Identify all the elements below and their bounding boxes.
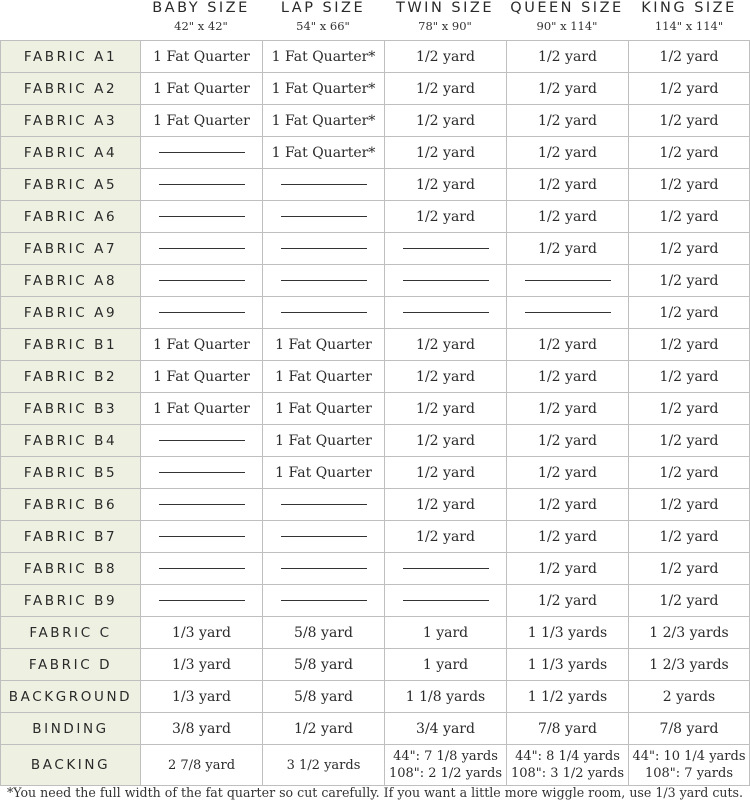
not-needed-dash bbox=[159, 504, 245, 505]
not-needed-dash bbox=[281, 536, 367, 537]
table-cell: 1 Fat Quarter* bbox=[263, 73, 385, 105]
table-cell bbox=[507, 745, 629, 786]
table-cell: 1 Fat Quarter bbox=[141, 393, 263, 425]
column-header-name: LAP SIZE bbox=[280, 0, 366, 16]
cell-line: 3 1/2 yards bbox=[286, 757, 361, 773]
table-cell-empty bbox=[141, 297, 263, 329]
table-cell-empty bbox=[507, 265, 629, 297]
table-cell: 5/8 yard bbox=[263, 681, 385, 713]
table-cell: 7/8 yard bbox=[507, 713, 629, 745]
table-cell-empty bbox=[141, 201, 263, 233]
table-cell-empty bbox=[263, 489, 385, 521]
table-row bbox=[1, 585, 750, 617]
table-cell: 1 Fat Quarter bbox=[141, 329, 263, 361]
table-cell: 1/2 yard bbox=[385, 361, 507, 393]
table-cell: 3/4 yard bbox=[385, 713, 507, 745]
table-cell: 1 Fat Quarter bbox=[263, 425, 385, 457]
table-cell: 1/2 yard bbox=[385, 73, 507, 105]
not-needed-dash bbox=[159, 472, 245, 473]
table-cell-empty bbox=[263, 233, 385, 265]
table-cell: 5/8 yard bbox=[263, 649, 385, 681]
not-needed-dash bbox=[159, 184, 245, 185]
not-needed-dash bbox=[281, 184, 367, 185]
table-row bbox=[1, 425, 750, 457]
table-row bbox=[1, 265, 750, 297]
row-label: FABRIC B3 bbox=[1, 393, 141, 425]
not-needed-dash bbox=[281, 248, 367, 249]
table-cell-empty bbox=[263, 585, 385, 617]
table-row bbox=[1, 393, 750, 425]
table-cell bbox=[629, 745, 750, 786]
table-cell: 1/2 yard bbox=[385, 137, 507, 169]
table-cell-empty bbox=[263, 521, 385, 553]
column-header-dimensions: 90" x 114" bbox=[536, 19, 598, 33]
row-label: FABRIC D bbox=[1, 649, 141, 681]
table-cell: 1 1/3 yards bbox=[507, 649, 629, 681]
table-row-backing bbox=[1, 745, 750, 786]
row-label: FABRIC B6 bbox=[1, 489, 141, 521]
table-row bbox=[1, 617, 750, 649]
table-cell: 1/2 yard bbox=[629, 169, 750, 201]
table-cell: 1/2 yard bbox=[507, 553, 629, 585]
table-cell: 1/2 yard bbox=[385, 393, 507, 425]
table-cell-empty bbox=[263, 553, 385, 585]
table-row bbox=[1, 73, 750, 105]
table-row bbox=[1, 457, 750, 489]
table-cell: 1/3 yard bbox=[141, 649, 263, 681]
table-cell: 1/2 yard bbox=[385, 201, 507, 233]
table-cell: 1/2 yard bbox=[385, 169, 507, 201]
table-cell bbox=[385, 745, 507, 786]
table-cell-empty bbox=[141, 265, 263, 297]
table-cell: 1/2 yard bbox=[507, 41, 629, 73]
column-header-name: BABY SIZE bbox=[152, 0, 250, 16]
row-label: FABRIC A8 bbox=[1, 265, 141, 297]
row-label: FABRIC A4 bbox=[1, 137, 141, 169]
column-header-dimensions: 114" x 114" bbox=[654, 19, 724, 33]
table-cell-empty bbox=[141, 521, 263, 553]
row-label: FABRIC C bbox=[1, 617, 141, 649]
not-needed-dash bbox=[281, 568, 367, 569]
column-header-baby bbox=[140, 0, 262, 36]
row-label: BINDING bbox=[1, 713, 141, 745]
cell-line: 44": 10 1/4 yards bbox=[632, 749, 746, 764]
not-needed-dash bbox=[159, 312, 245, 313]
table-cell: 1/2 yard bbox=[629, 105, 750, 137]
table-cell: 1/2 yard bbox=[507, 521, 629, 553]
table-cell: 1/3 yard bbox=[141, 681, 263, 713]
not-needed-dash bbox=[281, 600, 367, 601]
table-cell: 1/2 yard bbox=[507, 457, 629, 489]
table-cell: 1/2 yard bbox=[385, 105, 507, 137]
cell-line: 108": 2 1/2 yards bbox=[388, 766, 503, 781]
table-cell: 1/2 yard bbox=[629, 585, 750, 617]
not-needed-dash bbox=[281, 216, 367, 217]
table-cell-empty bbox=[385, 553, 507, 585]
table-cell: 1/2 yard bbox=[629, 457, 750, 489]
table-cell: 1/2 yard bbox=[629, 137, 750, 169]
table-cell: 1 Fat Quarter* bbox=[263, 105, 385, 137]
table-row bbox=[1, 233, 750, 265]
table-cell: 1/2 yard bbox=[263, 713, 385, 745]
table-cell-empty bbox=[385, 585, 507, 617]
table-cell-empty bbox=[385, 297, 507, 329]
table-cell: 1/2 yard bbox=[385, 41, 507, 73]
table-row bbox=[1, 329, 750, 361]
table-cell: 1/2 yard bbox=[629, 521, 750, 553]
table-cell: 1/2 yard bbox=[629, 361, 750, 393]
not-needed-dash bbox=[281, 312, 367, 313]
table-row bbox=[1, 553, 750, 585]
not-needed-dash bbox=[159, 216, 245, 217]
size-header bbox=[0, 0, 750, 40]
table-cell: 1/3 yard bbox=[141, 617, 263, 649]
table-cell: 1/2 yard bbox=[385, 425, 507, 457]
table-cell: 1/2 yard bbox=[385, 521, 507, 553]
table-row bbox=[1, 681, 750, 713]
table-cell: 1/2 yard bbox=[629, 41, 750, 73]
table-cell: 1/2 yard bbox=[507, 201, 629, 233]
column-header-name: KING SIZE bbox=[641, 0, 737, 16]
table-cell: 1 Fat Quarter bbox=[263, 361, 385, 393]
not-needed-dash bbox=[159, 280, 245, 281]
table-cell-empty bbox=[507, 297, 629, 329]
table-cell: 1/2 yard bbox=[385, 489, 507, 521]
table-cell-empty bbox=[141, 489, 263, 521]
not-needed-dash bbox=[525, 312, 611, 313]
not-needed-dash bbox=[281, 504, 367, 505]
table-cell-empty bbox=[141, 457, 263, 489]
not-needed-dash bbox=[525, 280, 611, 281]
table-cell: 1 Fat Quarter* bbox=[263, 137, 385, 169]
table-cell bbox=[263, 745, 385, 786]
column-header-queen bbox=[506, 0, 628, 36]
table-row bbox=[1, 649, 750, 681]
table-cell: 1 Fat Quarter* bbox=[263, 41, 385, 73]
cell-line: 108": 3 1/2 yards bbox=[510, 766, 625, 781]
row-label: FABRIC B7 bbox=[1, 521, 141, 553]
row-label: FABRIC A9 bbox=[1, 297, 141, 329]
table-cell: 1/2 yard bbox=[629, 425, 750, 457]
column-header-lap bbox=[262, 0, 384, 36]
table-cell: 1/2 yard bbox=[507, 73, 629, 105]
table-cell-empty bbox=[385, 265, 507, 297]
table-cell: 1 Fat Quarter bbox=[263, 457, 385, 489]
column-header-name: TWIN SIZE bbox=[395, 0, 494, 16]
table-cell: 1/2 yard bbox=[629, 553, 750, 585]
table-cell-empty bbox=[263, 265, 385, 297]
table-cell: 1 1/8 yards bbox=[385, 681, 507, 713]
table-cell: 1/2 yard bbox=[629, 233, 750, 265]
table-cell: 2 yards bbox=[629, 681, 750, 713]
table-cell-empty bbox=[263, 297, 385, 329]
not-needed-dash bbox=[159, 248, 245, 249]
not-needed-dash bbox=[281, 280, 367, 281]
row-label: FABRIC B1 bbox=[1, 329, 141, 361]
table-cell: 1/2 yard bbox=[629, 393, 750, 425]
not-needed-dash bbox=[159, 600, 245, 601]
column-header-dimensions: 42" x 42" bbox=[174, 19, 228, 33]
table-cell: 1 Fat Quarter bbox=[141, 361, 263, 393]
table-row bbox=[1, 201, 750, 233]
table-cell: 1 1/3 yards bbox=[507, 617, 629, 649]
not-needed-dash bbox=[159, 536, 245, 537]
cell-line: 44": 8 1/4 yards bbox=[515, 749, 620, 764]
table-cell: 1/2 yard bbox=[507, 169, 629, 201]
not-needed-dash bbox=[159, 152, 245, 153]
table-cell-empty bbox=[141, 233, 263, 265]
row-label: FABRIC B2 bbox=[1, 361, 141, 393]
column-header-dimensions: 78" x 90" bbox=[418, 19, 472, 33]
table-cell: 1/2 yard bbox=[507, 393, 629, 425]
table-row bbox=[1, 169, 750, 201]
not-needed-dash bbox=[159, 440, 245, 441]
table-cell: 1/2 yard bbox=[629, 201, 750, 233]
table-cell-empty bbox=[385, 233, 507, 265]
table-cell: 1/2 yard bbox=[507, 489, 629, 521]
table-cell: 1/2 yard bbox=[629, 297, 750, 329]
table-cell: 1/2 yard bbox=[507, 105, 629, 137]
not-needed-dash bbox=[403, 568, 489, 569]
column-header-twin bbox=[384, 0, 506, 36]
footnote: *You need the full width of the fat quarter so cut carefully. If you want a little more wiggle room, use 1/3 yard cuts. bbox=[6, 785, 744, 800]
column-header-dimensions: 54" x 66" bbox=[296, 19, 350, 33]
table-row bbox=[1, 713, 750, 745]
table-cell-empty bbox=[141, 425, 263, 457]
row-label: FABRIC A6 bbox=[1, 201, 141, 233]
table-cell: 1 1/2 yards bbox=[507, 681, 629, 713]
row-label: FABRIC A5 bbox=[1, 169, 141, 201]
table-cell: 1/2 yard bbox=[629, 265, 750, 297]
table-cell: 1/2 yard bbox=[629, 329, 750, 361]
table-row bbox=[1, 361, 750, 393]
table-cell-empty bbox=[141, 169, 263, 201]
table-row bbox=[1, 41, 750, 73]
table-cell: 1/2 yard bbox=[629, 489, 750, 521]
row-label: FABRIC A1 bbox=[1, 41, 141, 73]
table-cell: 1 Fat Quarter bbox=[263, 393, 385, 425]
table-cell-empty bbox=[141, 137, 263, 169]
row-label: FABRIC B5 bbox=[1, 457, 141, 489]
not-needed-dash bbox=[403, 248, 489, 249]
table-cell: 1 Fat Quarter bbox=[141, 41, 263, 73]
table-cell: 1/2 yard bbox=[507, 585, 629, 617]
row-label: FABRIC B8 bbox=[1, 553, 141, 585]
table-body bbox=[1, 41, 750, 786]
table-row bbox=[1, 521, 750, 553]
table-cell: 1/2 yard bbox=[507, 425, 629, 457]
row-label: FABRIC B4 bbox=[1, 425, 141, 457]
fabric-requirements-table bbox=[0, 40, 750, 786]
table-cell: 1 yard bbox=[385, 617, 507, 649]
table-cell: 5/8 yard bbox=[263, 617, 385, 649]
table-cell: 3/8 yard bbox=[141, 713, 263, 745]
table-cell: 1/2 yard bbox=[385, 457, 507, 489]
row-label: FABRIC A3 bbox=[1, 105, 141, 137]
table-cell-empty bbox=[263, 169, 385, 201]
cell-line: 2 7/8 yard bbox=[167, 757, 236, 773]
row-label: BACKGROUND bbox=[1, 681, 141, 713]
table-cell: 1/2 yard bbox=[507, 137, 629, 169]
table-cell: 1/2 yard bbox=[385, 329, 507, 361]
not-needed-dash bbox=[403, 600, 489, 601]
table-row bbox=[1, 137, 750, 169]
row-label: FABRIC B9 bbox=[1, 585, 141, 617]
table-cell: 1/2 yard bbox=[507, 329, 629, 361]
table-cell: 1 2/3 yards bbox=[629, 649, 750, 681]
row-label: FABRIC A2 bbox=[1, 73, 141, 105]
table-cell bbox=[141, 745, 263, 786]
table-row bbox=[1, 105, 750, 137]
table-row bbox=[1, 489, 750, 521]
column-header-name: QUEEN SIZE bbox=[510, 0, 624, 16]
table-cell: 1/2 yard bbox=[507, 233, 629, 265]
row-label: BACKING bbox=[1, 745, 141, 786]
table-cell: 1 yard bbox=[385, 649, 507, 681]
table-cell: 7/8 yard bbox=[629, 713, 750, 745]
cell-line: 108": 7 yards bbox=[644, 766, 733, 781]
table-cell-empty bbox=[141, 585, 263, 617]
table-cell: 1 Fat Quarter bbox=[141, 105, 263, 137]
table-cell-empty bbox=[141, 553, 263, 585]
column-header-king bbox=[628, 0, 750, 36]
cell-line: 44": 7 1/8 yards bbox=[393, 749, 498, 764]
table-cell-empty bbox=[263, 201, 385, 233]
table-cell: 1 Fat Quarter bbox=[141, 73, 263, 105]
not-needed-dash bbox=[403, 280, 489, 281]
not-needed-dash bbox=[159, 568, 245, 569]
not-needed-dash bbox=[403, 312, 489, 313]
table-cell: 1/2 yard bbox=[629, 73, 750, 105]
table-cell: 1 Fat Quarter bbox=[263, 329, 385, 361]
table-cell: 1 2/3 yards bbox=[629, 617, 750, 649]
table-row bbox=[1, 297, 750, 329]
table-cell: 1/2 yard bbox=[507, 361, 629, 393]
row-label: FABRIC A7 bbox=[1, 233, 141, 265]
